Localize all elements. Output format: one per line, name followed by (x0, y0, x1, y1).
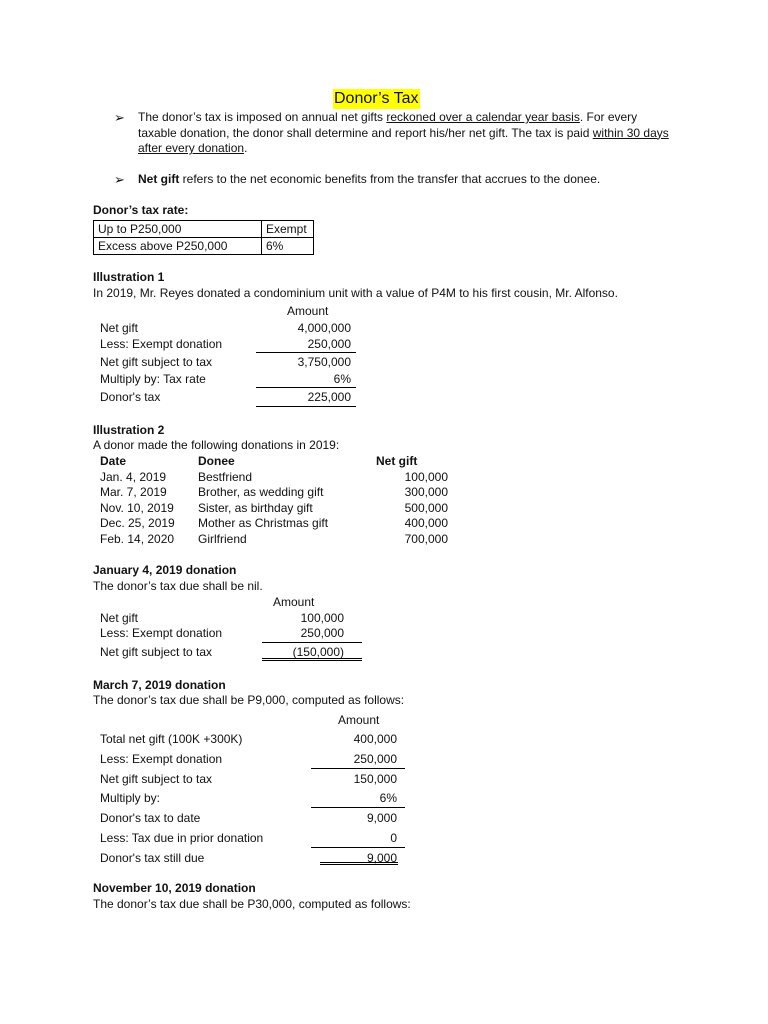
rate-table (93, 220, 314, 255)
intro-paragraph-1 (138, 110, 678, 157)
computation-label: Donor's tax (100, 390, 161, 404)
computation-value: 0 (390, 831, 397, 845)
january-heading: January 4, 2019 donation (93, 563, 237, 577)
computation-value: 250,000 (353, 752, 397, 766)
rule-line (256, 387, 356, 388)
january-description: The donor’s tax due shall be nil. (93, 579, 263, 593)
amount-header: Amount (287, 304, 329, 318)
donation-amount: 100,000 (404, 470, 448, 484)
computation-label: Multiply by: (100, 791, 161, 805)
rate-bracket-cell: Excess above P250,000 (94, 238, 262, 255)
donation-donee: Brother, as wedding gift (198, 485, 324, 499)
donation-amount: 400,000 (404, 516, 448, 530)
computation-value: 225,000 (307, 390, 351, 404)
computation-value: (150,000) (292, 645, 344, 659)
rule-line (262, 642, 362, 643)
rule-line (256, 352, 356, 353)
computation-value: 3,750,000 (297, 355, 351, 369)
donation-amount: 300,000 (404, 485, 448, 499)
computation-label: Net gift subject to tax (100, 645, 213, 659)
november-heading: November 10, 2019 donation (93, 881, 256, 895)
donation-amount: 700,000 (404, 532, 448, 546)
computation-label: Donor's tax still due (100, 851, 205, 865)
donation-amount: 500,000 (404, 501, 448, 515)
computation-label: Net gift (100, 321, 139, 335)
illustration-2-description: A donor made the following donations in 2019: (93, 438, 340, 452)
computation-label: Net gift subject to tax (100, 355, 213, 369)
computation-label: Total net gift (100K +300K) (100, 732, 243, 746)
double-rule-line (320, 862, 398, 865)
donation-date: Feb. 14, 2020 (100, 532, 175, 546)
intro-text: refers to the net economic benefits from the transfer that accrues to the donee. (179, 172, 601, 186)
computation-label: Net gift subject to tax (100, 772, 213, 786)
illustration-1-heading: Illustration 1 (93, 270, 165, 284)
amount-header: Amount (273, 595, 315, 609)
column-header-donee: Donee (198, 454, 235, 468)
computation-label: Donor's tax to date (100, 811, 201, 825)
rate-value-cell: 6% (262, 238, 314, 255)
computation-value: 9,000 (366, 811, 397, 825)
computation-value: 6% (333, 372, 351, 386)
bullet-arrow-icon: ➢ (114, 172, 125, 187)
november-description: The donor’s tax due shall be P30,000, computed as follows: (93, 897, 411, 911)
computation-value: 400,000 (353, 732, 397, 746)
donation-date: Nov. 10, 2019 (100, 501, 174, 515)
net-gift-term: Net gift (138, 172, 180, 186)
computation-label: Net gift (100, 611, 139, 625)
computation-label: Less: Exempt donation (100, 752, 223, 766)
donation-donee: Mother as Christmas gift (198, 516, 329, 530)
computation-label: Less: Tax due in prior donation (100, 831, 264, 845)
illustration-1-description: In 2019, Mr. Reyes donated a condominium unit with a value of P4M to his first cousin, Mr. Alfonso. (93, 286, 618, 300)
rate-bracket-cell: Up to P250,000 (94, 221, 262, 238)
rate-heading: Donor’s tax rate: (93, 203, 189, 217)
amount-header: Amount (338, 713, 380, 727)
rate-value-cell: Exempt (262, 221, 314, 238)
donation-donee: Girlfriend (198, 532, 247, 546)
column-header-date: Date (100, 454, 127, 468)
intro-underline-2: within 30 days after every donation (138, 125, 669, 155)
computation-value: 250,000 (307, 337, 351, 351)
donation-donee: Sister, as birthday gift (198, 501, 313, 515)
intro-text: . For every taxable donation, the donor shall determine and report his/her net gift. The tax is paid (138, 110, 638, 140)
computation-value: 9,000 (366, 851, 397, 865)
march-heading: March 7, 2019 donation (93, 678, 226, 692)
intro-text: The donor’s tax is imposed on annual net gifts (138, 110, 387, 124)
intro-underline-1: reckoned over a calendar year basis (386, 110, 580, 124)
rule-line (256, 406, 356, 407)
illustration-2-heading: Illustration 2 (93, 423, 165, 437)
computation-value: 250,000 (300, 626, 344, 640)
rule-line (311, 768, 405, 769)
computation-label: Multiply by: Tax rate (100, 372, 206, 386)
donation-date: Mar. 7, 2019 (100, 485, 167, 499)
double-rule-line (262, 658, 362, 661)
computation-value: 150,000 (353, 772, 397, 786)
march-description: The donor’s tax due shall be P9,000, computed as follows: (93, 693, 405, 707)
rule-line (311, 807, 405, 808)
page-title: Donor’s Tax (334, 90, 419, 107)
table-row (94, 238, 314, 255)
rule-line (311, 847, 405, 848)
donation-donee: Bestfriend (198, 470, 253, 484)
computation-label: Less: Exempt donation (100, 626, 223, 640)
computation-value: 6% (379, 791, 397, 805)
computation-value: 4,000,000 (297, 321, 351, 335)
intro-text: . (244, 141, 248, 155)
intro-paragraph-2 (138, 172, 678, 188)
computation-label: Less: Exempt donation (100, 337, 223, 351)
computation-value: 100,000 (300, 611, 344, 625)
table-row (94, 221, 314, 238)
column-header-net-gift: Net gift (376, 454, 418, 468)
donation-date: Jan. 4, 2019 (100, 470, 167, 484)
bullet-arrow-icon: ➢ (114, 110, 125, 125)
donation-date: Dec. 25, 2019 (100, 516, 175, 530)
